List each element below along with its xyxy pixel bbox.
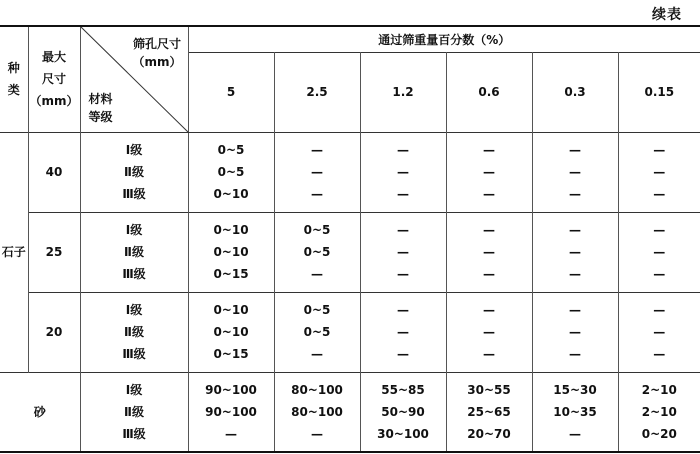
value: — (397, 187, 409, 201)
value-cell (446, 212, 532, 292)
value-cell (532, 292, 618, 372)
value: — (653, 325, 666, 339)
value-cell (188, 212, 274, 292)
grade-list (80, 132, 188, 212)
value: — (397, 347, 409, 361)
material-grade-header (89, 90, 113, 126)
value: 90~100 (205, 404, 257, 419)
value: 0~10 (213, 245, 249, 259)
value: — (397, 165, 409, 179)
value: 0~20 (641, 426, 677, 441)
sieve-size-2-5: 2.5 (274, 52, 360, 132)
value: 20~70 (467, 426, 511, 441)
value: — (397, 245, 409, 259)
sieve-size-header (132, 35, 181, 71)
type-header-line-1: 种 (7, 61, 20, 76)
max-size-cell: 20 (28, 292, 80, 372)
continued-table-label: 续表 (652, 7, 682, 23)
value: 0~5 (303, 223, 331, 237)
value: — (569, 143, 581, 157)
value: — (653, 245, 666, 259)
passing-percent-header: 通过筛重量百分数（%） (188, 26, 700, 52)
value: — (483, 325, 495, 339)
sieve-size-header-line-1: 筛孔尺寸 (132, 37, 181, 51)
value-cell (446, 292, 532, 372)
grade-label: Ⅲ级 (122, 267, 146, 281)
value-cell (360, 132, 446, 212)
value-cell (618, 372, 700, 452)
material-grade-header-line-1: 材料 (88, 91, 113, 106)
grade-list (80, 212, 188, 292)
value-cell (532, 372, 618, 452)
grade-label: Ⅰ级 (125, 382, 143, 397)
value: — (569, 223, 581, 237)
value: 80~100 (291, 404, 343, 419)
value: — (311, 165, 323, 179)
value: 0~10 (213, 303, 249, 317)
value-cell (360, 372, 446, 452)
grade-label: Ⅱ级 (124, 245, 144, 259)
value: 0~5 (303, 303, 331, 317)
value: 30~55 (467, 382, 511, 397)
value: 0~15 (213, 347, 249, 361)
value: — (311, 347, 323, 361)
value-cell (274, 372, 360, 452)
value: — (225, 426, 237, 441)
value-cell (532, 132, 618, 212)
max-size-cell: 25 (28, 212, 80, 292)
value: — (397, 223, 409, 237)
grade-list (80, 372, 188, 452)
value: — (397, 143, 409, 157)
value: — (397, 267, 409, 281)
value-cell (274, 132, 360, 212)
value: 2~10 (641, 404, 677, 419)
grade-label: Ⅱ级 (124, 325, 144, 339)
sieve-grading-table (0, 25, 700, 453)
grade-label: Ⅱ级 (124, 165, 144, 179)
type-header (0, 26, 28, 132)
grade-label: Ⅰ级 (125, 143, 143, 157)
value: 0~5 (303, 245, 331, 259)
stone-type-cell (0, 132, 28, 372)
sieve-size-1-2: 1.2 (360, 52, 446, 132)
value: 0~15 (213, 267, 249, 281)
sieve-size-0-15: 0.15 (618, 52, 700, 132)
value: — (483, 187, 495, 201)
grade-label: Ⅲ级 (122, 187, 146, 201)
value: 0~10 (213, 187, 249, 201)
value: — (483, 267, 495, 281)
sieve-size-header-line-2: （mm） (132, 55, 182, 69)
type-header-line-2: 类 (7, 83, 20, 98)
value: — (653, 223, 666, 237)
value: — (569, 165, 581, 179)
value: — (653, 267, 666, 281)
value: 50~90 (381, 404, 425, 419)
value: — (569, 267, 581, 281)
grade-label: Ⅱ级 (124, 404, 144, 419)
value: — (569, 426, 581, 441)
value: — (311, 143, 323, 157)
value: — (653, 187, 666, 201)
value: — (653, 303, 666, 317)
value-cell (274, 292, 360, 372)
diagonal-header-cell (80, 26, 188, 132)
value: 15~30 (553, 382, 597, 397)
value-cell (446, 132, 532, 212)
value: 10~35 (553, 404, 597, 419)
value: — (569, 325, 581, 339)
value: — (483, 303, 495, 317)
value: — (653, 143, 666, 157)
sieve-size-5: 5 (188, 52, 274, 132)
value: 80~100 (291, 382, 343, 397)
max-size-cell: 40 (28, 132, 80, 212)
value: — (483, 223, 495, 237)
value: — (311, 187, 323, 201)
value: — (483, 347, 495, 361)
grade-label: Ⅰ级 (125, 303, 143, 317)
sieve-size-0-6: 0.6 (446, 52, 532, 132)
grade-list (80, 292, 188, 372)
value: — (311, 267, 323, 281)
value: 30~100 (377, 426, 429, 441)
value: 0~5 (217, 165, 245, 179)
value: — (569, 245, 581, 259)
value: — (311, 426, 323, 441)
value-cell (188, 372, 274, 452)
value: — (483, 165, 495, 179)
value: 25~65 (467, 404, 511, 419)
value-cell (532, 212, 618, 292)
max-size-header-line-2: 尺寸 (41, 72, 66, 87)
value-cell (274, 212, 360, 292)
value-cell (360, 292, 446, 372)
grade-label: Ⅲ级 (122, 426, 146, 441)
value-cell (618, 292, 700, 372)
value: — (397, 325, 409, 339)
max-size-header (28, 26, 80, 132)
value: — (483, 143, 495, 157)
sieve-size-0-3: 0.3 (532, 52, 618, 132)
value: — (397, 303, 409, 317)
value: — (569, 347, 581, 361)
value-cell (188, 292, 274, 372)
value-cell (360, 212, 446, 292)
max-size-header-line-3: （mm） (29, 94, 79, 109)
value-cell (618, 212, 700, 292)
value-cell (446, 372, 532, 452)
value: — (569, 303, 581, 317)
max-size-header-line-1: 最大 (41, 50, 66, 65)
grade-label: Ⅲ级 (122, 347, 146, 361)
grade-label: Ⅰ级 (125, 223, 143, 237)
value: 55~85 (381, 382, 425, 397)
value-cell (618, 132, 700, 212)
value: 90~100 (205, 382, 257, 397)
value: — (483, 245, 495, 259)
value-cell (188, 132, 274, 212)
material-grade-header-line-2: 等级 (88, 109, 113, 124)
value: 0~10 (213, 325, 249, 339)
value: — (653, 165, 666, 179)
stone-type-char-1: 石子 (1, 245, 26, 259)
value: 0~5 (303, 325, 331, 339)
value: 2~10 (641, 382, 677, 397)
value: — (653, 347, 666, 361)
value: 0~5 (217, 143, 245, 157)
value: — (569, 187, 581, 201)
value: 0~10 (213, 223, 249, 237)
sand-type-cell: 砂 (0, 372, 80, 452)
